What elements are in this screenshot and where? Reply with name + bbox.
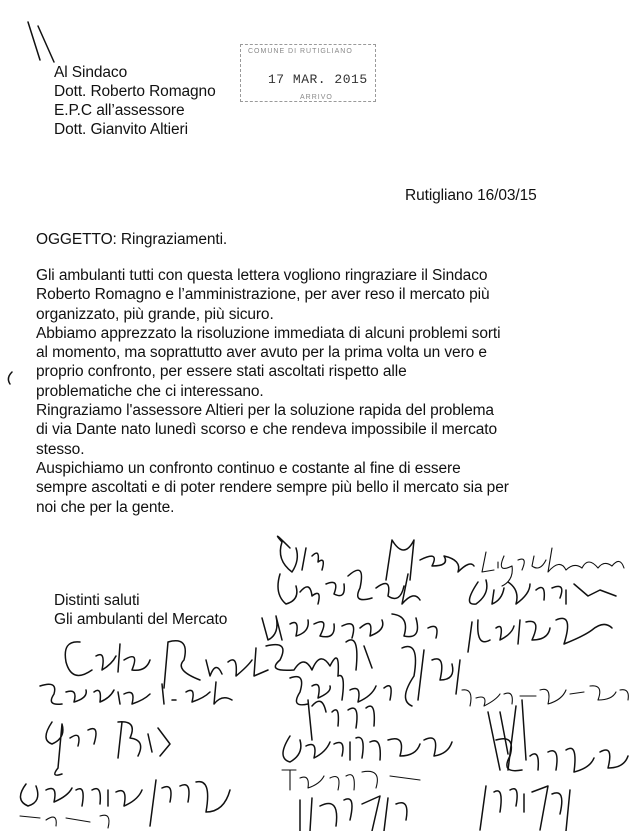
stamp-footer-text: ARRIVO xyxy=(300,94,333,101)
signature xyxy=(402,647,460,706)
signature xyxy=(262,614,437,640)
signature xyxy=(482,548,624,586)
addressee-line: Al Sindaco xyxy=(54,64,128,81)
body-line: Ringraziamo l'assessore Altieri per la soluzione rapida del problema xyxy=(36,402,494,420)
signature xyxy=(278,536,324,572)
stamp-date: 17 MAR. 2015 xyxy=(268,72,368,87)
body-line: di via Dante nato lunedì scorso e che rendeva impossibile il mercato xyxy=(36,421,498,439)
signature xyxy=(164,641,268,688)
subject-line: OGGETTO: Ringraziamenti. xyxy=(36,231,228,248)
signature xyxy=(118,722,170,758)
signature xyxy=(462,686,628,706)
signature xyxy=(308,700,374,740)
signature xyxy=(300,796,407,831)
closing-line: Gli ambulanti del Mercato xyxy=(54,611,228,628)
body-line: Auspichiamo un confronto continuo e costante al fine di essere xyxy=(36,459,461,477)
signature xyxy=(488,700,526,770)
signature xyxy=(40,682,232,704)
signature xyxy=(282,770,420,790)
signature xyxy=(496,739,628,772)
margin-bracket xyxy=(8,372,12,384)
signature xyxy=(283,736,452,762)
body-line: noi che per la gente. xyxy=(36,498,175,516)
signature xyxy=(468,618,612,652)
signature xyxy=(469,580,616,604)
signature xyxy=(46,722,96,775)
body-line: organizzato, più grande, più sicuro. xyxy=(36,305,274,323)
body-line: problematiche che ci interessano. xyxy=(36,382,264,400)
signature xyxy=(480,786,570,831)
signature xyxy=(278,570,420,604)
body-line: Roberto Romagno e l’amministrazione, per aver reso il mercato più xyxy=(36,286,490,304)
body-line: proprio confronto, per essere stati ascoltati rispetto alle xyxy=(36,363,407,381)
body-line: stesso. xyxy=(36,440,85,458)
addressee-line: Dott. Gianvito Altieri xyxy=(54,121,188,138)
body-line: Gli ambulanti tutti con questa lettera vogliono ringraziare il Sindaco xyxy=(36,267,488,284)
stamp-header-text: COMUNE DI RUTIGLIANO xyxy=(248,48,353,55)
body-line: al momento, ma soprattutto aver avuto per la prima volta un vero e xyxy=(36,344,487,362)
signature xyxy=(290,676,391,705)
body-line: Abbiamo apprezzato la risoluzione immediata di alcuni problemi sorti xyxy=(36,324,501,342)
signature xyxy=(266,640,372,676)
signature xyxy=(20,780,230,826)
addressee-line: Dott. Roberto Romagno xyxy=(54,83,216,100)
signature xyxy=(65,642,150,676)
signature xyxy=(386,540,474,580)
place-date: Rutigliano 16/03/15 xyxy=(405,187,537,204)
closing-line: Distinti saluti xyxy=(54,592,140,609)
signature xyxy=(20,815,109,828)
check-mark xyxy=(28,22,54,62)
body-line: sempre ascoltati e di poter rendere sempre più bello il mercato sia per xyxy=(36,479,509,497)
addressee-line: E.P.C all’assessore xyxy=(54,102,185,119)
